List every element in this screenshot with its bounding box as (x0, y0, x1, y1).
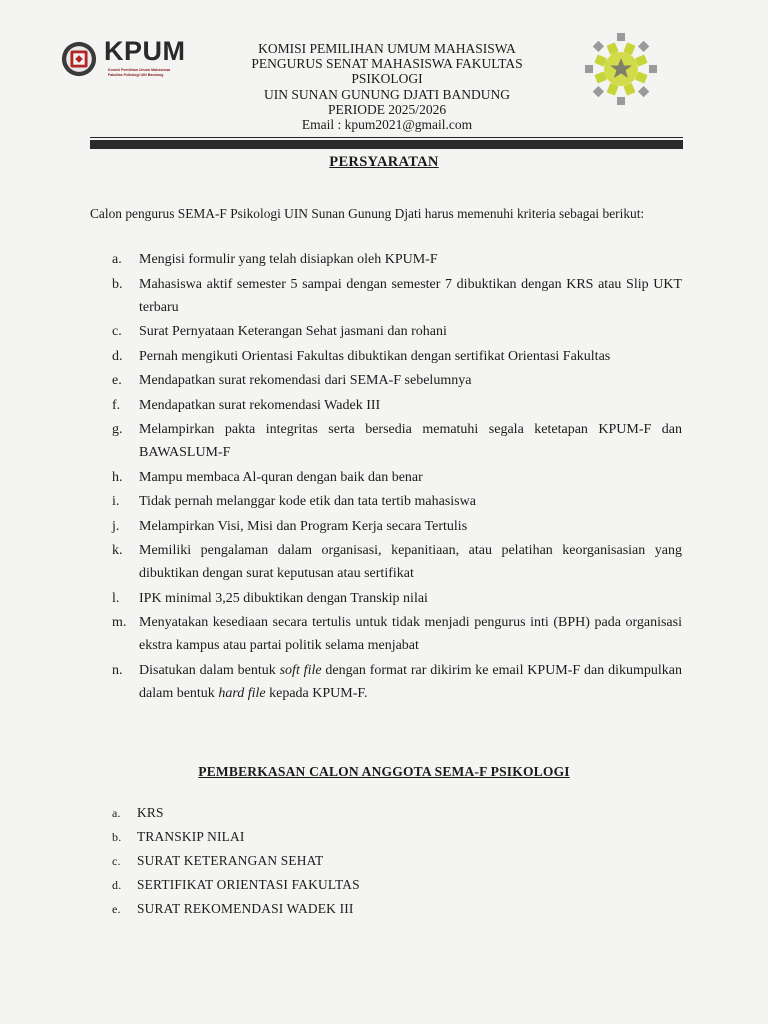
list-item-text: Mengisi formulir yang telah disiapkan oleh KPUM-F (139, 252, 438, 267)
list-item (112, 587, 682, 610)
header-line: PSIKOLOGI (351, 71, 423, 87)
list-marker: l. (112, 590, 120, 606)
list-item (112, 897, 612, 921)
letterhead-text (212, 41, 562, 132)
header-divider-thin (90, 137, 683, 138)
list-item (112, 369, 682, 392)
star-emblem-icon (578, 30, 664, 108)
list-item (112, 320, 682, 343)
emphasis-hard-file: hard file (218, 685, 266, 701)
list-item-text: Menyatakan kesediaan secara tertulis untuk tidak menjadi pengurus inti (BPH) pada organisasi ekstra kampus atau partai politik selama menjabat (139, 615, 682, 653)
list-item-text: Mendapatkan surat rekomendasi dari SEMA-F sebelumnya (139, 373, 472, 388)
list-item (112, 849, 612, 873)
intro-paragraph: Calon pengurus SEMA-F Psikologi UIN Sunan Gunung Djati harus memenuhi kriteria sebagai berikut: (90, 206, 645, 221)
list-item-text: Surat Pernyataan Keterangan Sehat jasmani dan rohani (139, 324, 447, 339)
list-item-text: SURAT REKOMENDASI WADEK III (137, 901, 354, 916)
list-item (112, 394, 682, 417)
list-item (112, 418, 682, 464)
documents-list (112, 801, 612, 921)
list-marker: g. (112, 422, 123, 437)
list-item (112, 801, 612, 825)
list-item-text: Mahasiswa aktif semester 5 sampai dengan semester 7 dibuktikan dengan KRS atau Slip UKT terbaru (139, 276, 682, 315)
emphasis-soft-file: soft file (279, 662, 322, 678)
header-line: PENGURUS SENAT MAHASISWA FAKULTAS (251, 56, 523, 72)
kpum-badge-icon (60, 40, 98, 78)
list-marker: e. (112, 902, 121, 916)
list-item (112, 345, 682, 368)
list-item-text: Mendapatkan surat rekomendasi Wadek III (139, 397, 381, 413)
list-item (112, 611, 682, 657)
list-marker: d. (112, 348, 123, 364)
list-item-text: IPK minimal 3,25 dibuktikan dengan Transkip nilai (139, 590, 428, 606)
kpum-logo-word: KPUM (104, 36, 186, 66)
list-item-text: SERTIFIKAT ORIENTASI FAKULTAS (137, 877, 360, 892)
list-item (112, 539, 682, 585)
list-item (112, 490, 682, 513)
list-item (112, 248, 682, 271)
list-marker: c. (112, 324, 122, 339)
list-item-text: Memiliki pengalaman dalam organisasi, kepanitiaan, atau pelatihan keorganisasian yang dibuktikan dengan surat keputusan atau sertifikat (139, 543, 682, 581)
list-marker: k. (112, 543, 123, 558)
requirements-list (112, 248, 682, 706)
list-item (112, 659, 682, 705)
list-item (112, 515, 682, 538)
header-line: KOMISI PEMILIHAN UMUM MAHASISWA (258, 41, 516, 56)
header-divider-thick (90, 140, 683, 149)
list-marker: m. (112, 615, 127, 630)
list-item (112, 873, 612, 897)
list-item-text: Pernah mengikuti Orientasi Fakultas dibuktikan dengan sertifikat Orientasi Fakultas (139, 348, 611, 364)
section-title-pemberkasan: PEMBERKASAN CALON ANGGOTA SEMA-F PSIKOLOGI (198, 764, 570, 779)
list-marker: n. (112, 662, 123, 678)
list-item (112, 273, 682, 319)
list-item-text: Mampu membaca Al-quran dengan baik dan benar (139, 469, 423, 485)
list-marker: d. (112, 878, 122, 892)
list-marker: b. (112, 276, 123, 292)
header-line: UIN SUNAN GUNUNG DJATI BANDUNG (264, 86, 510, 102)
list-marker: a. (112, 806, 121, 820)
list-marker: e. (112, 373, 122, 388)
list-marker: h. (112, 469, 123, 485)
list-marker: c. (112, 854, 121, 868)
kpum-logo-subtitle: Komisi Pemilihan Umum Mahasiswa Fakultas Psikologi UIN Bandung (108, 68, 171, 77)
header-email: Email : kpum2021@gmail.com (301, 117, 473, 133)
list-marker: a. (112, 252, 122, 267)
list-item-text: Tidak pernah melanggar kode etik dan tata tertib mahasiswa (139, 494, 476, 509)
list-item-text: KRS (137, 805, 164, 820)
list-marker: b. (112, 830, 122, 844)
list-item-text: TRANSKIP NILAI (137, 829, 245, 844)
page-title: PERSYARATAN (329, 154, 439, 170)
list-marker: f. (112, 397, 121, 413)
list-item-text: SURAT KETERANGAN SEHAT (137, 853, 324, 868)
list-marker: i. (112, 494, 120, 509)
list-item (112, 466, 682, 489)
list-item-text: Disatukan dalam bentuk soft file dengan format rar dikirim ke email KPUM-F dan dikumpulkan dalam bentuk hard file kepada KPUM-F. (139, 662, 682, 701)
list-item-text: Melampirkan pakta integritas serta bersedia mematuhi segala ketetapan KPUM-F dan BAWASLUM-F (139, 422, 682, 460)
list-item (112, 825, 612, 849)
list-marker: j. (112, 518, 120, 534)
list-item-text: Melampirkan Visi, Misi dan Program Kerja secara Tertulis (139, 518, 468, 534)
kpum-logo (60, 38, 200, 84)
header-line: PERIODE 2025/2026 (327, 101, 447, 117)
